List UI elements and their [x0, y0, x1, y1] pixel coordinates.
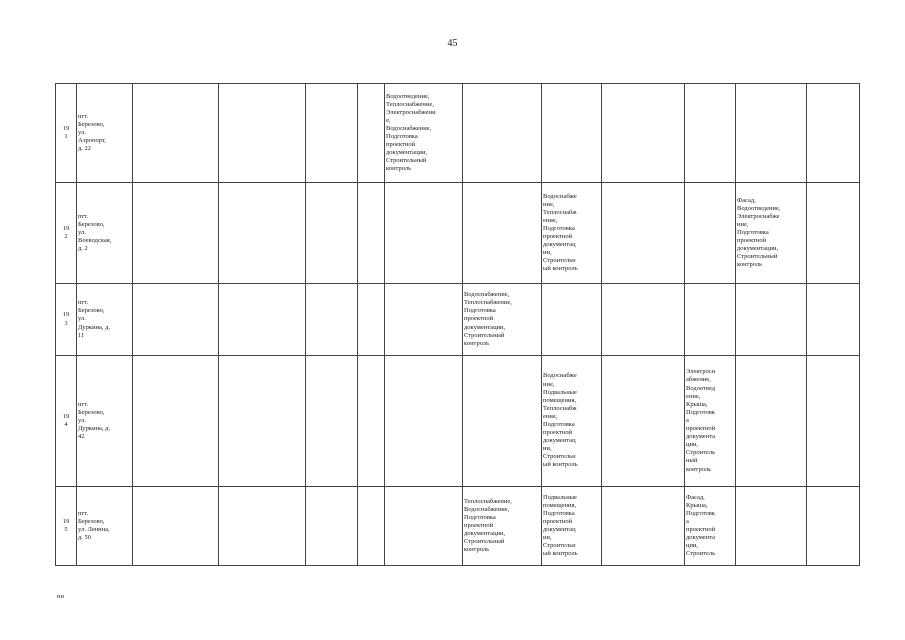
- table-row: [56, 284, 860, 356]
- row-number: 19 2: [56, 183, 77, 284]
- works-cell: [542, 84, 602, 183]
- empty-cell: [602, 284, 685, 356]
- address-cell: пгт. Березово, ул. Дуркина, д. 42: [77, 356, 133, 487]
- works-cell: Водоснабже ние, Теплоснабж ение, Подготовка проектной документац ии, Строительн ый контроль: [542, 183, 602, 284]
- row-number: 19 3: [56, 284, 77, 356]
- empty-cell: [358, 84, 385, 183]
- empty-cell: [219, 356, 306, 487]
- works-cell: Водоснабже ние, Подвальные помещения, Теплоснабж ение, Подготовка проектной документац ии, Строительн ый контроль: [542, 356, 602, 487]
- works-cell: Теплоснабжение, Водоснабжение, Подготовка проектной документации, Строительный контроль: [463, 487, 542, 566]
- works-cell: [385, 183, 463, 284]
- row-number: 19 1: [56, 84, 77, 183]
- empty-cell: [133, 356, 219, 487]
- empty-cell: [306, 487, 358, 566]
- works-cell: [463, 183, 542, 284]
- address-cell: пгт. Березово, ул. Дуркина, д. 11: [77, 284, 133, 356]
- empty-cell: [219, 284, 306, 356]
- page-number: 45: [447, 38, 458, 49]
- works-cell: Электросн абжение, Водоотвед ение, Крыша, Подготовк а проектной документа ции, Строитель ный контроль: [685, 356, 736, 487]
- works-cell: [385, 487, 463, 566]
- empty-cell: [306, 84, 358, 183]
- empty-cell: [219, 84, 306, 183]
- empty-cell: [807, 487, 860, 566]
- empty-cell: [133, 487, 219, 566]
- empty-cell: [306, 284, 358, 356]
- empty-cell: [133, 284, 219, 356]
- empty-cell: [219, 183, 306, 284]
- table-row: [56, 183, 860, 284]
- empty-cell: [358, 284, 385, 356]
- empty-cell: [133, 183, 219, 284]
- works-cell: Водоснабжение, Теплоснабжение, Подготовка проектной документации, Строительный контроль: [463, 284, 542, 356]
- works-cell: [736, 487, 807, 566]
- row-number: 19 4: [56, 356, 77, 487]
- works-cell: [736, 356, 807, 487]
- works-cell: Подвальные помещения, Подготовка проектной документац ии, Строительн ый контроль: [542, 487, 602, 566]
- works-cell: [463, 84, 542, 183]
- empty-cell: [358, 487, 385, 566]
- works-cell: [685, 284, 736, 356]
- empty-cell: [807, 84, 860, 183]
- works-cell: [385, 356, 463, 487]
- works-cell: [736, 84, 807, 183]
- empty-cell: [219, 487, 306, 566]
- works-cell: Фасад, Крыша, Подготовк а проектной документа ции, Строитель: [685, 487, 736, 566]
- works-cell: [463, 356, 542, 487]
- works-cell: [385, 284, 463, 356]
- empty-cell: [602, 183, 685, 284]
- row-number: 19 5: [56, 487, 77, 566]
- empty-cell: [358, 356, 385, 487]
- empty-cell: [358, 183, 385, 284]
- empty-cell: [133, 84, 219, 183]
- empty-cell: [306, 356, 358, 487]
- empty-cell: [602, 84, 685, 183]
- empty-cell: [807, 284, 860, 356]
- footer-note: нн: [57, 593, 64, 600]
- table-row: [56, 356, 860, 487]
- table-row: [56, 84, 860, 183]
- empty-cell: [807, 183, 860, 284]
- table-row: [56, 487, 860, 566]
- address-cell: пгт. Березово, ул. Аэропорт, д. 22: [77, 84, 133, 183]
- works-cell: [542, 284, 602, 356]
- address-cell: пгт. Березово, ул. Ленина, д. 50: [77, 487, 133, 566]
- empty-cell: [807, 356, 860, 487]
- works-cell: [685, 183, 736, 284]
- empty-cell: [306, 183, 358, 284]
- works-cell: [685, 84, 736, 183]
- repair-schedule-table: [55, 83, 860, 566]
- empty-cell: [602, 487, 685, 566]
- works-cell: [736, 284, 807, 356]
- empty-cell: [602, 356, 685, 487]
- works-cell: Водоотведение, Теплоснабжение, Электроснабжени е, Водоснабжение, Подготовка проектной документации, Строительный контроль: [385, 84, 463, 183]
- works-cell: Фасад, Водоотведение, Электроснабже ние, Подготовка проектной документации, Строительный контроль: [736, 183, 807, 284]
- address-cell: пгт. Березово, ул. Воеводская, д. 2: [77, 183, 133, 284]
